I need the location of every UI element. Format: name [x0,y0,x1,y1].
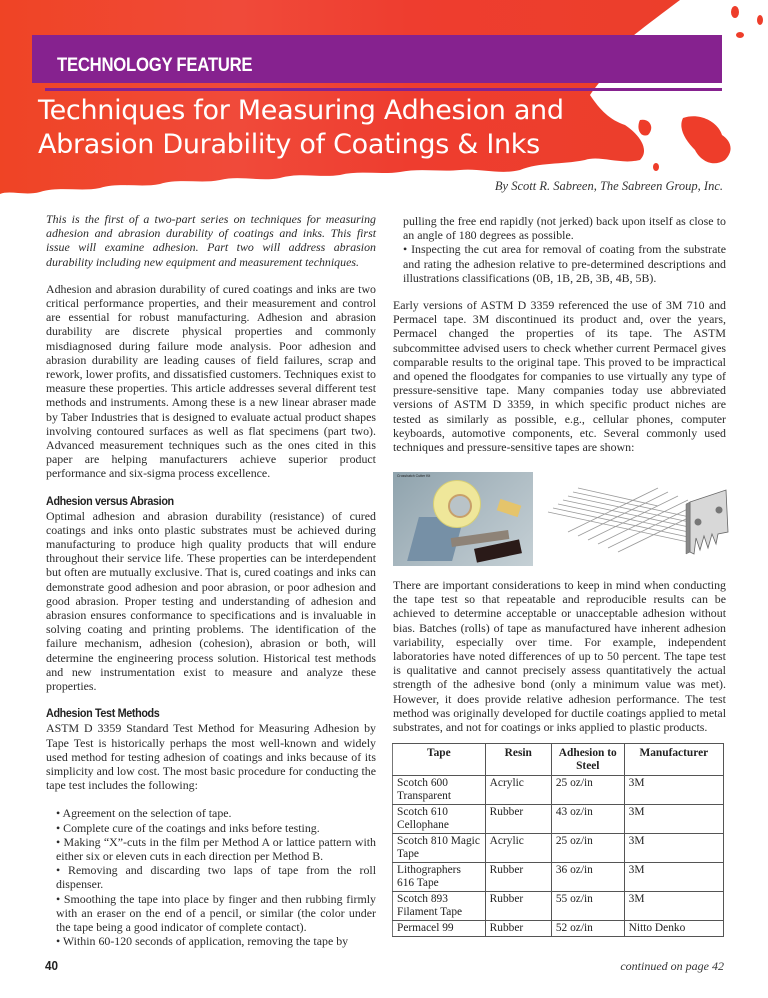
body-paragraph: ASTM D 3359 Standard Test Method for Measuring Adhesion by Tape Test is historically perhaps the most well-known and widely used method for testing adhesion of coatings and inks because of its simplicity and low cost. The most basic procedure for conducting the tape test includes the following: [46,721,376,793]
section-label: TECHNOLOGY FEATURE [57,55,253,76]
body-paragraph: Adhesion and abrasion durability of cured coatings and inks are two critical performance properties, and their measurement and control are essential for robust manufacturing. Adhesion and abrasion durability are discrete physical properties and commonly misdiagnosed during failure mode analysis. Poor adhesion and abrasion durability are leading causes of field failures, scrap and rework, lower profits, and dissatisfied customers. Techniques exist to measure these properties. This article addresses several different test methods and instruments. Among these is a new linear abraser made by Taber Industries that is designed to evaluate actual product shapes involving contoured surfaces as well as flat specimens (part two). Advanced measurement techniques such as the ones cited in this paper are helping manufacturers achieve superior product performance and six-sigma process excellence. [46,281,376,481]
list-item: • Removing and discarding two laps of tape from the roll dispenser. [56,863,376,891]
tape-comparison-table [392,743,724,937]
column-header-manufacturer: Manufacturer [624,744,723,776]
cell-resin: Rubber [485,805,551,834]
table-row [393,892,724,921]
figure-row [393,472,733,570]
cell-adhesion: 25 oz/in [551,834,624,863]
column-header-resin: Resin [485,744,551,776]
cell-adhesion: 36 oz/in [551,863,624,892]
table-row [393,863,724,892]
intro-paragraph: This is the first of a two-part series on techniques for measuring adhesion and abrasion durability of coatings and inks. This first issue will examine adhesion. Part two will address abrasion durability including new equipment and measurement techniques. [46,212,376,269]
cell-tape: Scotch 810 Magic Tape [393,834,486,863]
cell-adhesion: 55 oz/in [551,892,624,921]
crosshatch-kit-photo [393,472,533,566]
body-paragraph: There are important considerations to keep in mind when conducting the tape test so that repeatable and reproducible results can be achieved to determine acceptable or unacceptable adhesion without bias. Batches (rolls) of tape as manufactured have inherent adhesion variability, especially over time. For example, independent laboratories have noted differences of up to 50 percent. The tape test is qualitative and cannot precisely assess quantitatively the actual strength of the adhesive bond (only a minimum value was met). However, it does provide relative adhesion performance. The test method was originally developed for ductile coatings applied to metal substrates, and not for coatings or inks applied to plastic products. [393,578,726,735]
table-row [393,805,724,834]
tape-roll-shape [433,480,481,528]
cell-adhesion: 52 oz/in [551,921,624,937]
cell-tape: Scotch 893 Filament Tape [393,892,486,921]
cell-tape: Scotch 610 Cellophane [393,805,486,834]
table-row [393,921,724,937]
cell-manufacturer: 3M [624,805,723,834]
column-header-adhesion: Adhesion to Steel [551,744,624,776]
cell-resin: Acrylic [485,834,551,863]
list-item-continuation: pulling the free end rapidly (not jerked) back upon itself as close to an angle of 180 degrees as possible. [403,214,726,243]
body-paragraph: Optimal adhesion and abrasion durability (resistance) of cured coatings and inks onto plastic substrates must be achieved during manufacturing to produce high quality products that will endure throughout their service life. These properties can be interdependent but often are mutually exclusive. That is, cured coatings and inks can demonstrate good adhesion and poor abrasion, or poor adhesion and good abrasion. Proper testing and understanding of adhesion and abrasion ensures conformance to specifications and is invaluable in solving coating and printing problems. The identification of the failure mechanism, adhesion (cohesion), abrasion or both, will determine the engineering process solution. Historical test methods and new instrumentation exist to measure and analyze these properties. [46,508,376,694]
photo-caption: Crosshatch Cutter Kit [397,474,431,478]
list-item: • Inspecting the cut area for removal of coating from the substrate and rating the adhesion relative to pre-determined descriptions and illustrations classifications (0B, 1B, 2B, 3B, 4B, 5B). [403,242,726,285]
list-item: • Agreement on the selection of tape. [56,806,376,820]
right-column [393,214,726,454]
cell-resin: Rubber [485,863,551,892]
cell-manufacturer: 3M [624,863,723,892]
brush-shape [497,499,522,517]
article-headline [38,94,598,162]
cell-manufacturer: 3M [624,892,723,921]
page-number: 40 [45,958,59,973]
list-item: • Within 60-120 seconds of application, removing the tape by [56,934,376,948]
cell-adhesion: 25 oz/in [551,776,624,805]
cell-adhesion: 43 oz/in [551,805,624,834]
section-heading-adhesion-vs-abrasion: Adhesion versus Abrasion [46,493,174,508]
body-paragraph: Early versions of ASTM D 3359 referenced the use of 3M 710 and Permacel tape. 3M discontinued its product and, over the years, Permacel changed the properties of its tape. The ASTM subcommittee advised users to check whether current Permacel gives comparable results to the original tape. This proved to be impractical and opened the floodgates for companies to use virtually any type of pressure-sensitive tape. Many companies today use abbreviated versions of ASTM D 3359, in which specific product niches are tested as similarly as possible, e.g., cellular phones, computer keyboards, automotive components, etc. Several commonly used techniques and pressure-sensitive tapes are shown: [393,298,726,455]
section-label-rule [45,88,722,91]
cell-tape: Permacel 99 [393,921,486,937]
list-item-text: Inspecting the cut area for removal of coating from the substrate and rating the adhesion relative to pre-determined descriptions and illustrations classifications (0B, 1B, 2B, 3B, 4B, 5B). [403,242,726,285]
table-row [393,776,724,805]
cell-tape: Lithographers 616 Tape [393,863,486,892]
crosshatch-cutter-diagram [538,472,738,570]
right-column-lower [393,578,726,734]
column-header-tape: Tape [393,744,486,776]
left-column [46,212,376,948]
list-item: • Smoothing the tape into place by finger and then rubbing firmly with an eraser on the end of a pencil, or similar (the color under the tape being a good indicator of complete contact). [56,892,376,935]
section-heading-adhesion-test-methods: Adhesion Test Methods [46,706,160,721]
cell-manufacturer: Nitto Denko [624,921,723,937]
cell-resin: Rubber [485,892,551,921]
table-row [393,834,724,863]
headline-line-1: Techniques for Measuring Adhesion and [38,95,564,126]
cell-manufacturer: 3M [624,776,723,805]
list-item: • Complete cure of the coatings and inks before testing. [56,821,376,835]
table-header-row [393,744,724,776]
procedure-list [46,806,376,948]
cell-manufacturer: 3M [624,834,723,863]
header-splash [0,0,768,215]
cell-resin: Acrylic [485,776,551,805]
cell-resin: Rubber [485,921,551,937]
cell-tape: Scotch 600 Transparent [393,776,486,805]
continued-link: continued on page 42 [620,959,724,973]
byline: By Scott R. Sabreen, The Sabreen Group, Inc. [494,179,723,193]
headline-line-2: Abrasion Durability of Coatings & Inks [38,129,540,160]
section-label-bar [32,35,722,83]
list-item: • Making “X”-cuts in the film per Method A or lattice pattern with either six or eleven cuts in each direction per Method B. [56,835,376,863]
